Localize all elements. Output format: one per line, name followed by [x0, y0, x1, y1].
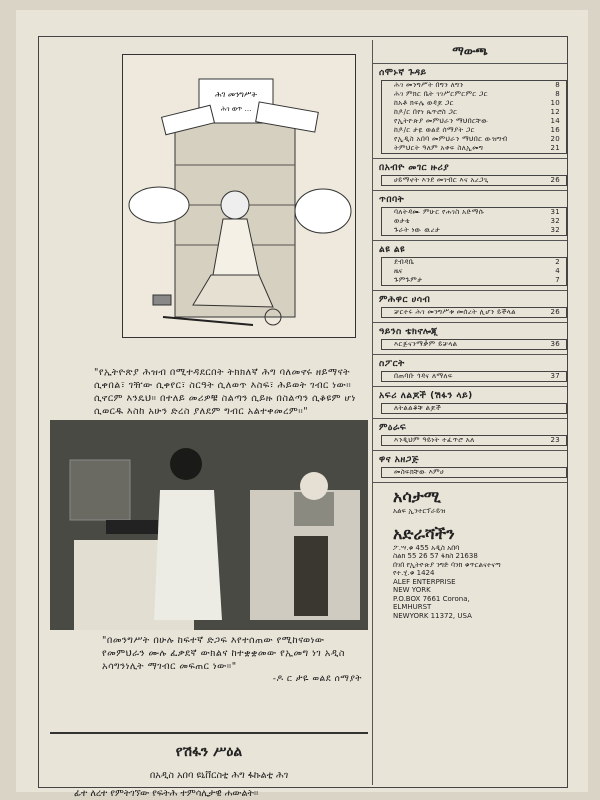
toc-item-page: 31: [550, 208, 560, 216]
toc-section-heading: ስፖርት: [379, 359, 405, 369]
photo-drawing: [50, 420, 368, 630]
toc-section-heading: ምዕራፍ: [379, 423, 407, 433]
toc-item-page: 12: [550, 108, 560, 116]
toc-section-heading: ምሕዋር ሀሳብ: [379, 295, 431, 305]
toc-section-heading: ልዩ ልዩ: [379, 245, 406, 255]
toc-item-page: 26: [550, 308, 560, 316]
toc-item-label: በጠባቡ ጎዳና ለማለፍ: [394, 372, 453, 380]
toc-item: [394, 267, 560, 276]
toc-item-label: ደብዳቤ: [394, 258, 415, 266]
toc-item: [394, 404, 560, 413]
toc-item: [394, 372, 560, 381]
toc-item-label: ትምህርት ዓለም አቀፍ ስለኢመግ: [394, 144, 484, 152]
toc-item-page: 8: [555, 81, 560, 89]
address-line: NEWYORK 11372, USA: [393, 611, 472, 620]
toc-section-box: [381, 403, 567, 414]
toc-section-box: [381, 207, 567, 236]
cover-image-line-1: በአዲስ አበባ ዩኒቨርስቲ ሕግ ፋኩልቲ ሕገ: [149, 770, 289, 781]
toc-item: [394, 99, 560, 108]
toc-item-label: ከዶ/ር በየነ ጴጥሮስ ጋር: [394, 108, 458, 116]
toc-item-label: ሕገ ምክር ቤት ገገሥርምርምር ጋር: [394, 90, 488, 98]
address-line: ALEF ENTERPRISE: [393, 577, 456, 586]
toc-item-label: ሀይማኖት እንደ መገብር እና አረጋጊ: [394, 176, 489, 184]
toc-item-label: የኢዲስ አበባ መምህራን ማህበር ውዝግብ: [394, 135, 508, 143]
toc-item-page: 32: [550, 226, 560, 234]
toc-item-page: 2: [555, 258, 560, 266]
toc-item-page: 36: [550, 340, 560, 348]
toc-item: [394, 144, 560, 153]
toc-item: [394, 217, 560, 226]
quote-text: "በመንግሥት በሁሉ ከፍተኛ ድጋፍ እየተሰጠው የሚከናወነው የመምህራን ሙሉ ፈቃደኛ ውክልና ከተቋቋመው የኢመግ ነገ አዲስ አሳግንነሊት ማገብር መፍጠር ነው።": [102, 635, 345, 672]
table-of-contents: [372, 40, 567, 785]
toc-item-label: ባለትዳሙ ምሁር የሐገስ አድማሱ: [394, 208, 485, 216]
toc-item: [394, 208, 560, 217]
toc-item-page: 37: [550, 372, 560, 380]
toc-item: [394, 108, 560, 117]
quote-byline: -ዶ ር ታዬ ወልደ ሰማያት: [272, 674, 362, 684]
toc-rule: [373, 418, 567, 419]
toc-rule: [373, 482, 567, 483]
address-heading: አድራሻችን: [393, 523, 455, 543]
toc-rule: [373, 158, 567, 159]
speaker-photo: [50, 420, 368, 630]
toc-item-label: የኢትዮጵያ መምህራን ማህበርቸው: [394, 117, 489, 125]
toc-item: [394, 436, 560, 445]
toc-item: [394, 340, 560, 349]
toc-section-box: [381, 435, 567, 446]
toc-section-heading: ሰሞኑኛ ጉዳይ: [379, 68, 427, 78]
toc-item: [394, 117, 560, 126]
toc-item-page: 7: [555, 276, 560, 284]
cartoon-drawing: [123, 55, 355, 337]
toc-item-page: 14: [550, 117, 560, 125]
toc-section-box: [381, 339, 567, 350]
toc-rule: [373, 190, 567, 191]
toc-item: [394, 308, 560, 317]
toc-rule: [373, 290, 567, 291]
toc-item-label: ዜና: [394, 267, 403, 275]
toc-section-heading: በአብዮ መገር ዙሪያ: [379, 163, 450, 173]
scroll-text-1: ሕገ መንግሥት: [215, 90, 257, 99]
publisher-name: አልፍ ኢንተርፕራይዝ: [393, 507, 446, 515]
toc-section-box: [381, 257, 567, 286]
toc-item: [394, 126, 560, 135]
toc-item-label: ጉራት ነው ዉረታ: [394, 226, 441, 234]
toc-item-label: እርጅናንማቃም ይቻላል: [394, 340, 458, 348]
toc-section-heading: ዓይንስ ቴክኖሎጂ: [379, 327, 439, 337]
toc-section-box: [381, 371, 567, 382]
address-line: ስልክ 55 26 57 ፋክስ 21638: [393, 552, 478, 560]
toc-item-page: 23: [550, 436, 560, 444]
toc-item-label: ከዶ/ር ታዬ ወልደ ሰማያት ጋር: [394, 126, 475, 134]
toc-rule: [373, 240, 567, 241]
cover-image-title: የሽፋን ሥዕል: [175, 744, 243, 760]
toc-item: [394, 90, 560, 99]
address-line: ELMHURST: [393, 603, 432, 611]
toc-item-label: ሕገ መንግሥት በግን ለግን: [394, 81, 464, 89]
toc-rule: [373, 386, 567, 387]
toc-section-heading: ዋና አዘጋጅ: [379, 455, 420, 465]
toc-item: [394, 258, 560, 267]
toc-item-label: ከአቶ ክፍሌ ወዳጆ ጋር: [394, 99, 454, 107]
toc-section-box: [381, 175, 567, 186]
cover-caption: "የኢትዮጵያ ሕዝብ በሚተዳደርበት ትክክለኛ ሕግ ባለመኖሩ ዘይማናት ሲቀበል፣ ገዥው ሲቀየር፣ ስርዓት ሲለወጥ እስፍ፣ ሕይወት ገብር ነው። ሲኖርም እንዴህ። በተለይ መሪዎቹ ስልጣን ሲይዙ በስልጣን ሲቆዩም ሆነ ሲወርዱ እስከ አሁን ድረስ ያለደም ግብር አልተቀመረም።": [94, 367, 356, 417]
address-line: P.O.BOX 7661 Corona,: [393, 594, 470, 603]
toc-item: [394, 226, 560, 235]
toc-item-label: እንዲህም ዓይነት ተፈጥሮ አለ: [394, 436, 475, 444]
scroll-text-2: ሕገ ወጥ ...: [220, 105, 252, 113]
toc-item: [394, 276, 560, 285]
toc-item-page: 32: [550, 217, 560, 225]
toc-rule: [373, 354, 567, 355]
toc-item-label: ጉምጉምታ: [394, 276, 423, 284]
address-line: የተ.ሂ.ቁ 1424: [393, 569, 435, 577]
toc-section-box: [381, 80, 567, 154]
left-column: [50, 40, 368, 799]
toc-item-page: 10: [550, 99, 560, 107]
toc-item-label: ለትልልቆቹ ልጆች: [394, 404, 441, 412]
address-lines: [373, 544, 567, 621]
toc-rule: [373, 63, 567, 64]
address-line: ፖ.ሣ.ቁ 455 አዲስ አበባ: [393, 543, 460, 552]
toc-item-page: 26: [550, 176, 560, 184]
cartoon-illustration: [122, 54, 356, 338]
toc-section-box: [381, 467, 567, 478]
toc-section-heading: ጥበባት: [379, 195, 405, 205]
address-line: በገበ የኢትዮጵያ ንግድ ባንክ ቁጥርልናተናጣ: [393, 560, 501, 569]
toc-section-heading: አፍሪ ለልጆች (ሽፋን ላይ): [379, 391, 473, 401]
divider: [50, 732, 368, 734]
toc-item-page: 21: [550, 144, 560, 152]
toc-section-box: [381, 307, 567, 318]
toc-item-page: 20: [550, 135, 560, 143]
toc-rule: [373, 322, 567, 323]
toc-sections: [373, 68, 567, 483]
toc-item-page: 16: [550, 126, 560, 134]
toc-item: [394, 135, 560, 144]
toc-item-label: መስፍክቸው እምሀ: [394, 468, 444, 476]
toc-item-label: ቻርተሩ ሕገ መንግሥቱ መሰረት ሊሆን ይችላል: [394, 308, 516, 316]
toc-item-page: 4: [555, 267, 560, 275]
toc-title: ማውጫ: [452, 44, 488, 58]
toc-item-page: 8: [555, 90, 560, 98]
address-line: NEW YORK: [393, 586, 431, 594]
quote-block: [102, 634, 362, 686]
toc-item: [394, 81, 560, 90]
toc-item: [394, 468, 560, 477]
toc-rule: [373, 450, 567, 451]
toc-item-label: ወታቴ: [394, 217, 411, 225]
publisher-heading: አሳታሚ: [393, 487, 441, 506]
toc-item: [394, 176, 560, 185]
cover-image-line-2: ፊተ ለረተ የምትገኘው የፍትሕ ተምሳሊታዊ ሐውልት።: [74, 788, 259, 799]
